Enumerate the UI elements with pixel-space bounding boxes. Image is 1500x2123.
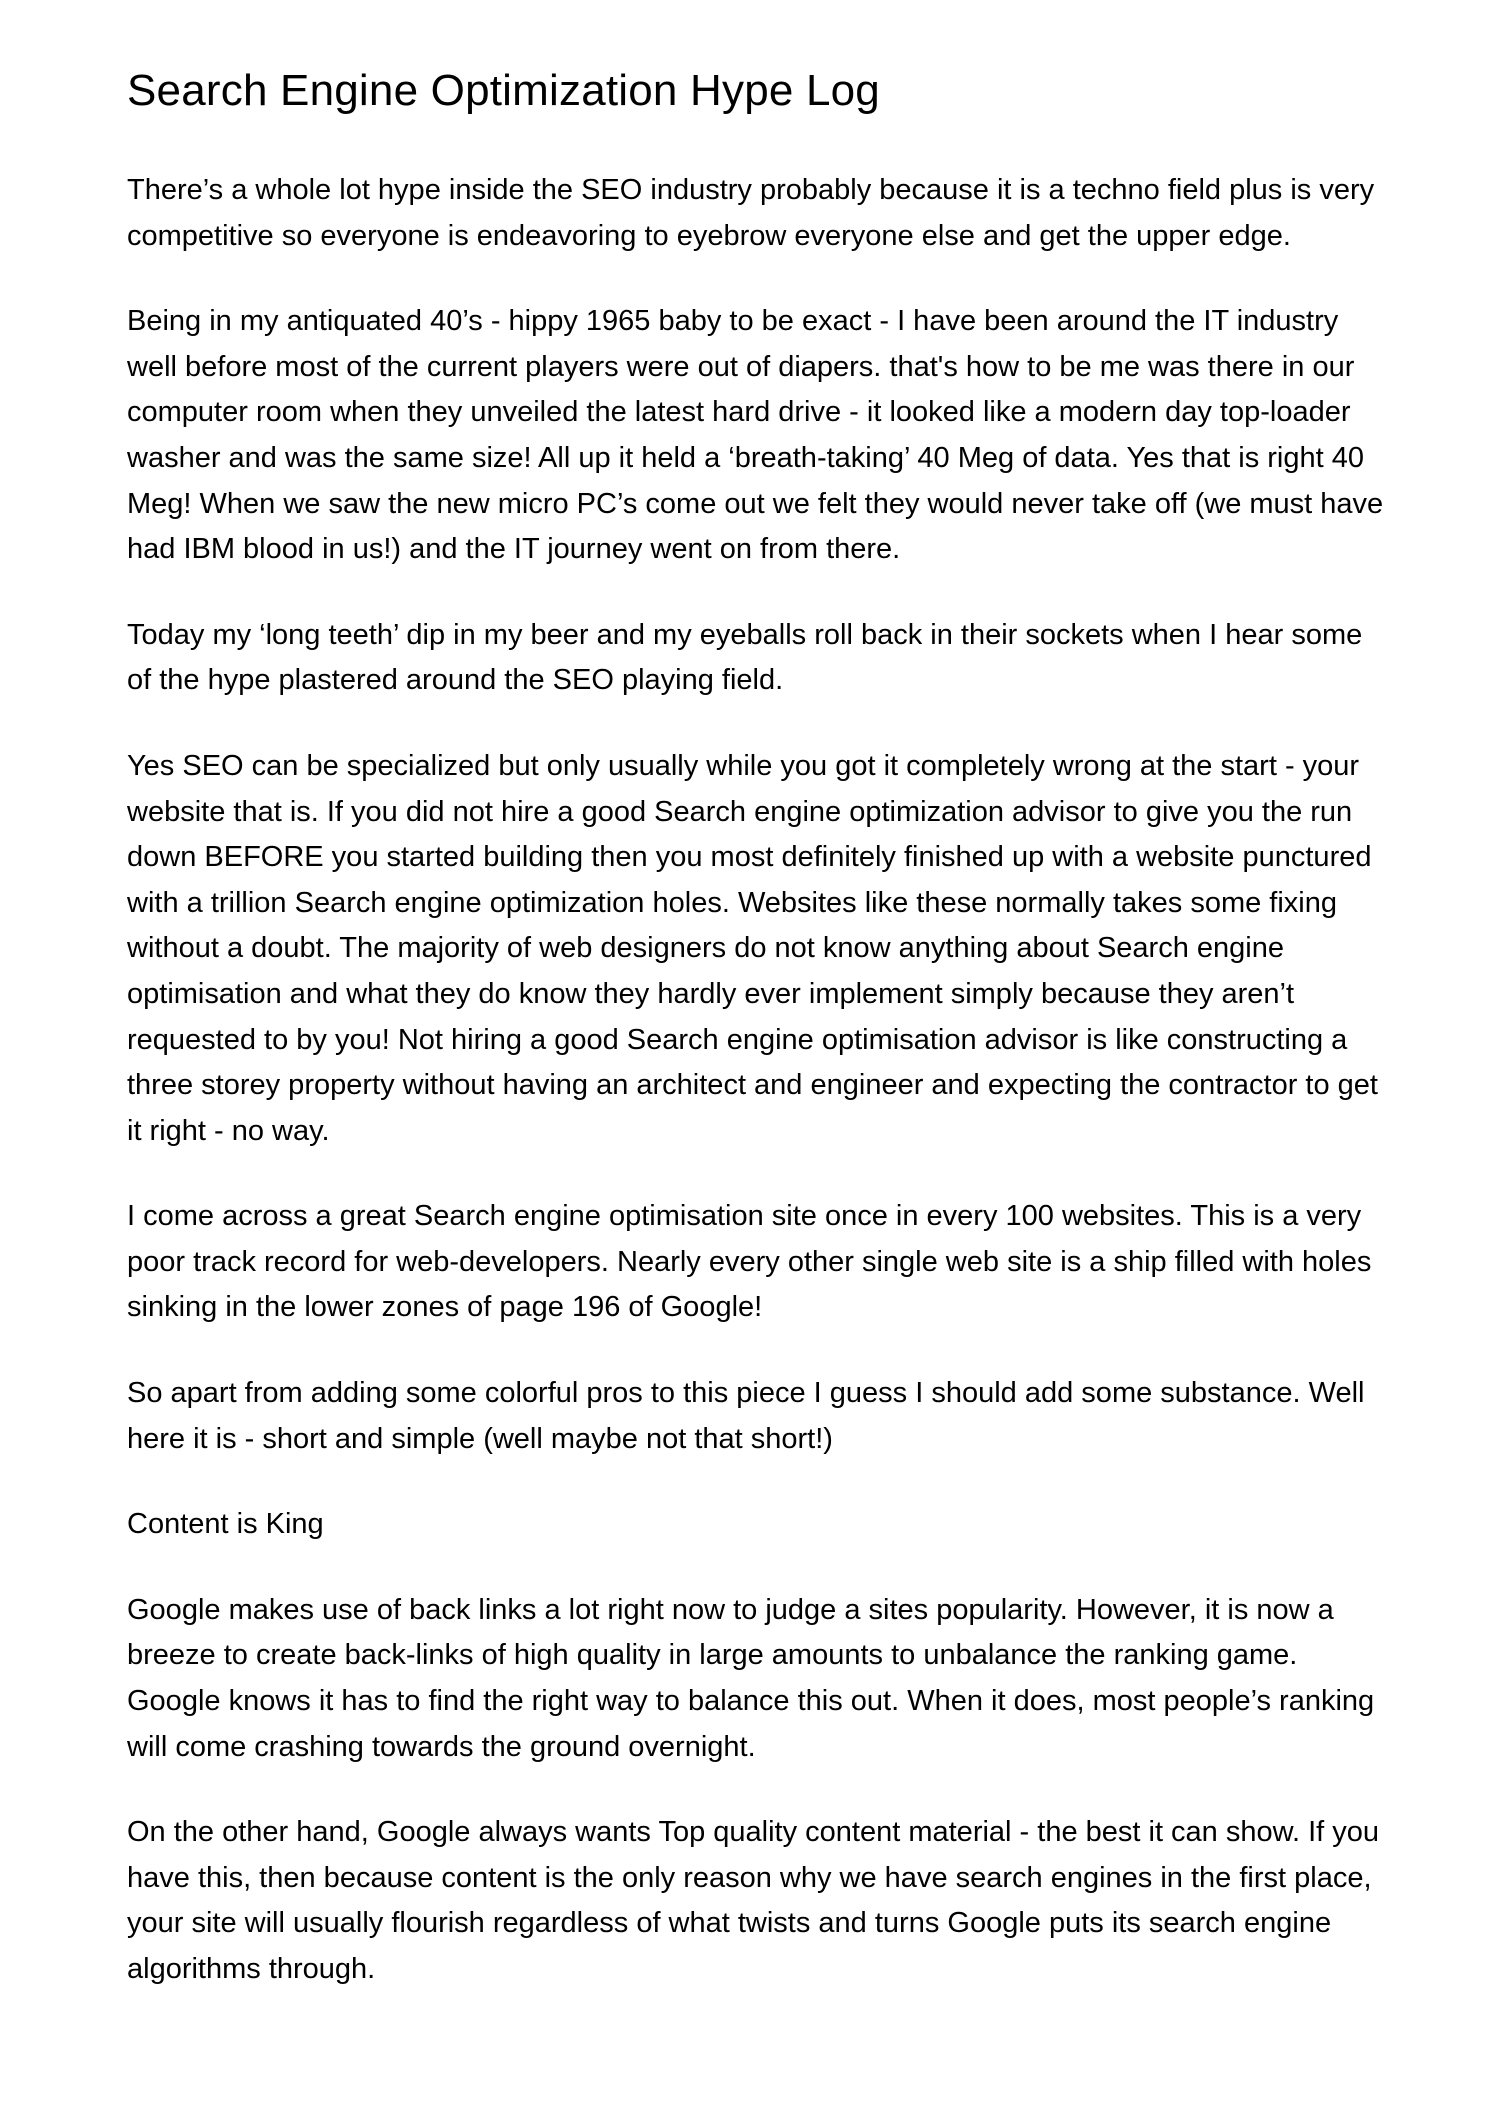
page-title: Search Engine Optimization Hype Log [127, 66, 880, 115]
paragraph: Google makes use of back links a lot right now to judge a sites popularity. However, it is now a breeze to create back-links of high quality in large amounts to unbalance the ranking game. Google knows it has to find the right way to balance this out. When it does, most people’s ranking will come crashing towards the ground overnight. [127, 1593, 1375, 1763]
section-heading: Content is King [127, 1508, 324, 1541]
paragraph: I come across a great Search engine optimisation site once in every 100 websites. This is a very poor track record for web-developers. Nearly every other single web site is a ship filled with holes sinking in the lower zones of page 196 of Google! [127, 1200, 1372, 1324]
paragraph: So apart from adding some colorful pros to this piece I guess I should add some substance. Well here it is - short and simple (well maybe not that short!) [127, 1377, 1365, 1455]
paragraph: Today my ‘long teeth’ dip in my beer and my eyeballs roll back in their sockets when I hear some of the hype plastered around the SEO playing field. [127, 618, 1363, 697]
paragraph: On the other hand, Google always wants Top quality content material - the best it can show. If you have this, then because content is the only reason why we have search engines in the first place, your site will usually flourish regardless of what twists and turns Google puts its search engine algorithms through. [127, 1816, 1380, 1985]
paragraph: Yes SEO can be specialized but only usually while you got it completely wrong at the start - your website that is. If you did not hire a good Search engine optimization advisor to give you the run down BEFORE you started building then you most definitely finished up with a website punctured with a trillion Search engine optimization holes. Websites like these normally takes some fixing without a doubt. The majority of web designers do not know anything about Search engine optimisation and what they do know they hardly ever implement simply because they aren’t requested to by you! Not hiring a good Search engine optimisation advisor is like constructing a three storey property without having an architect and engineer and expecting the contractor to get it right - no way. [127, 749, 1378, 1147]
paragraph: There’s a whole lot hype inside the SEO industry probably because it is a techno field plus is very competitive so everyone is endeavoring to eyebrow everyone else and get the upper edge. [127, 174, 1375, 252]
document-page [127, 60, 1387, 2033]
paragraph: Being in my antiquated 40’s - hippy 1965 baby to be exact - I have been around the IT industry well before most of the current players were out of diapers. that's how to be me was there in our computer room when they unveiled the latest hard drive - it looked like a modern day top-loader washer and was the same size! All up it held a ‘breath-taking’ 40 Meg of data. Yes that is right 40 Meg! When we saw the new micro PC’s come out we felt they would never take off (we must have had IBM blood in us!) and the IT journey went on from there. [127, 305, 1384, 566]
